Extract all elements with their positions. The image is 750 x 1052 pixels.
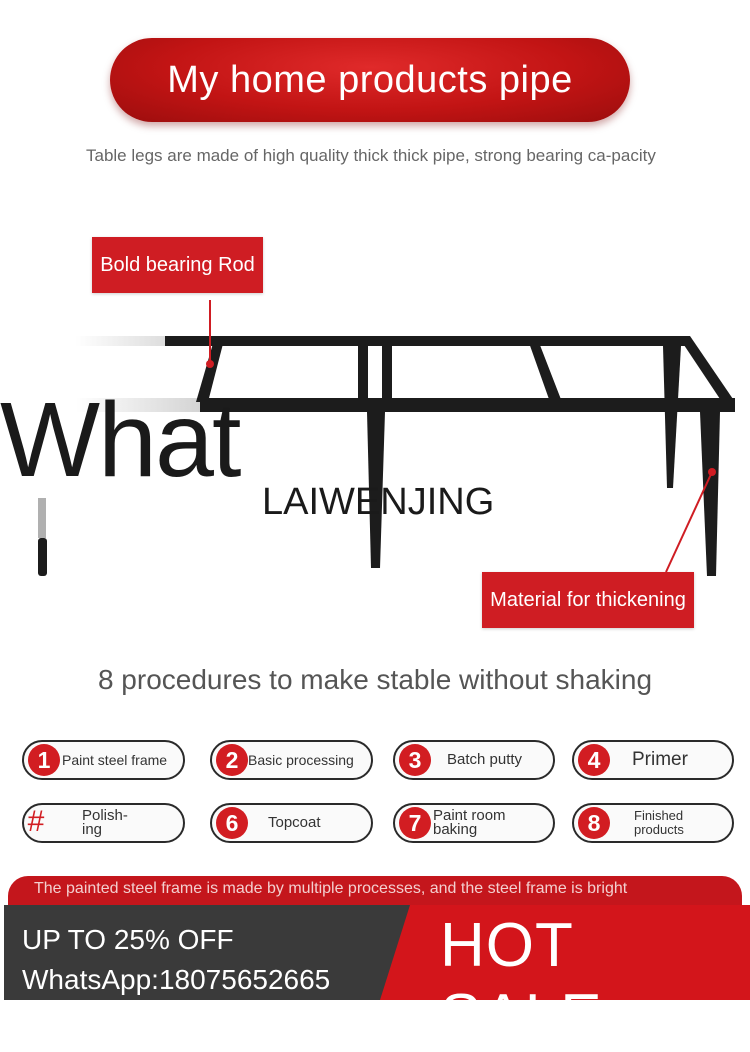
step-label: Batch putty: [447, 751, 523, 768]
step-number: 4: [578, 744, 610, 776]
step-number: 1: [28, 744, 60, 776]
table-leg: [663, 346, 681, 488]
step-number: 8: [578, 807, 610, 839]
side-bar: [678, 336, 735, 402]
callout-bearing-rod: Bold bearing Rod: [92, 237, 263, 293]
cross-bar: [528, 340, 562, 402]
step-label: Paint room baking: [433, 807, 506, 838]
step-number: 7: [399, 807, 431, 839]
step-5: [22, 803, 185, 843]
step-label: Basic processing: [248, 752, 354, 768]
step-label: Primer: [632, 749, 688, 770]
table-leg: [38, 538, 47, 576]
step-number: #: [27, 805, 45, 838]
promo-whatsapp[interactable]: WhatsApp:18075652665: [22, 964, 331, 995]
cross-bar: [382, 340, 392, 402]
subtitle-text: Table legs are made of high quality thick thick pipe, strong bearing ca-pacity: [86, 146, 656, 165]
title-banner: [110, 38, 630, 122]
step-6: [210, 803, 373, 843]
watermark-what: What: [0, 381, 240, 499]
step-7: [393, 803, 555, 843]
brand-watermark: LAIWENJING: [262, 481, 495, 523]
step-label: Polish- ing: [82, 807, 128, 838]
step-number: 3: [399, 744, 431, 776]
page-title: My home products pipe: [167, 58, 573, 101]
step-2: [210, 740, 373, 780]
callout-material: Material for thickening: [482, 572, 694, 628]
step-3: [393, 740, 555, 780]
procedures-heading: 8 procedures to make stable without shaking: [97, 664, 653, 695]
step-4: [572, 740, 734, 780]
hot-sale-label: HOT SALE: [440, 911, 603, 1051]
step-label: Paint steel frame: [62, 752, 168, 768]
step-number: 6: [216, 807, 248, 839]
promo-offer: UP TO 25% OFF: [22, 924, 234, 955]
step-label: Finished products: [634, 808, 684, 837]
info-strip-text: The painted steel frame is made by multiple processes, and the steel frame is bright: [34, 880, 628, 897]
step-label: Topcoat: [268, 814, 321, 831]
cross-bar: [358, 340, 368, 402]
step-1: [22, 740, 185, 780]
table-leg: [700, 412, 720, 576]
step-8: [572, 803, 734, 843]
step-number: 2: [216, 744, 248, 776]
